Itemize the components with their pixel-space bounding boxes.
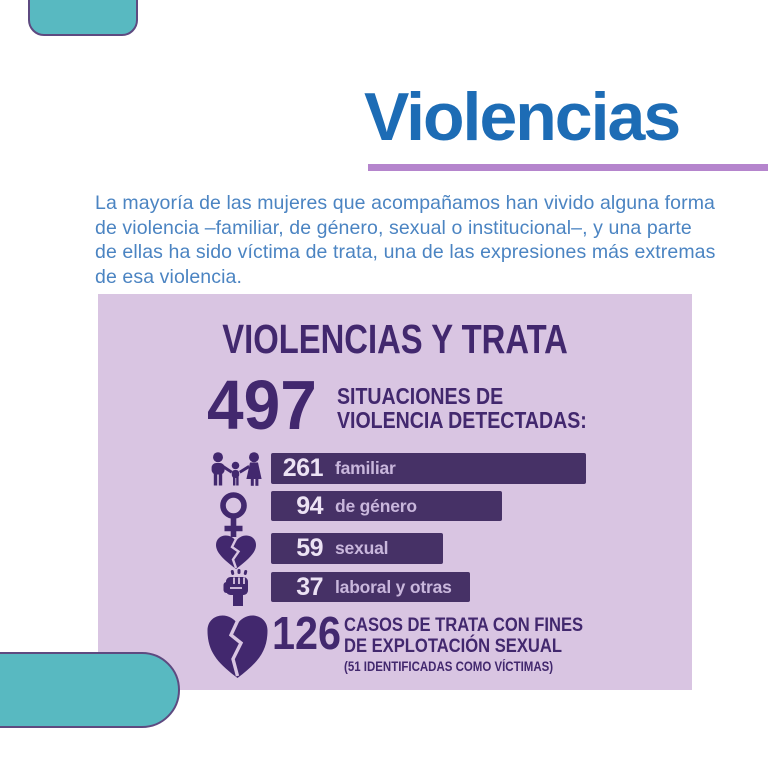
bar-row-familiar — [271, 453, 586, 484]
bar-value: 261 — [282, 454, 323, 482]
bar-value: 94 — [296, 491, 323, 520]
title-underline — [368, 164, 768, 171]
trata-stat-value: 126 — [272, 607, 342, 659]
panel-title-text: VIOLENCIAS Y TRATA — [222, 316, 568, 362]
total-stat-value: 497 — [207, 366, 317, 444]
bar-label: familiar — [335, 458, 396, 478]
bar-row-laboral — [271, 572, 470, 602]
raised-fist-icon — [222, 569, 253, 606]
female-symbol-icon — [218, 492, 249, 538]
trata-label-line1: CASOS DE TRATA CON FINES — [344, 614, 584, 636]
trata-label-line2: DE EXPLOTACIÓN SEXUAL — [344, 634, 562, 657]
panel-title — [98, 318, 692, 360]
bar-value: 37 — [296, 572, 323, 601]
page-title: Violencias — [364, 79, 680, 155]
trata-stat-label — [344, 615, 625, 674]
bar-row-genero — [271, 491, 502, 521]
bar-label: de género — [335, 495, 417, 516]
intro-paragraph: La mayoría de las mujeres que acompañamos han vivido alguna forma de violencia –familiar, de género, sexual o institucional–, y una parte de ellas ha sido víctima de trata, una de las expresiones más extremas de esa violencia. — [95, 192, 716, 288]
big-broken-heart-icon — [206, 614, 269, 680]
top-teal-tab-shape — [28, 0, 138, 36]
family-icon — [208, 452, 264, 487]
total-stat-label: SITUACIONES DE VIOLENCIA DETECTADAS: — [337, 383, 587, 433]
bar-row-sexual — [271, 533, 443, 564]
bar-label: laboral y otras — [335, 576, 452, 597]
broken-heart-icon — [215, 535, 257, 570]
trata-label-line3: (51 IDENTIFICADAS COMO VÍCTIMAS) — [344, 659, 554, 674]
bar-value: 59 — [296, 534, 323, 562]
bottom-teal-pill-shape — [0, 652, 180, 728]
bar-label: sexual — [335, 538, 389, 558]
